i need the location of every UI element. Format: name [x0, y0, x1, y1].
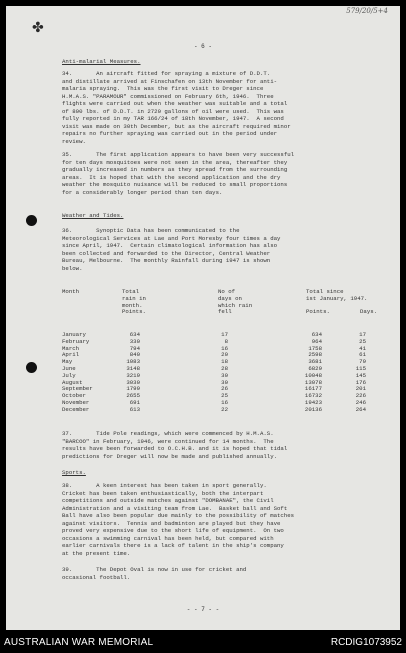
- cell-cumulative-points: 634: [311, 331, 322, 338]
- cell-cumulative-points: 16732: [304, 392, 322, 400]
- cell-rain-days: 25: [221, 392, 228, 400]
- paragraph-34: 34. An aircraft fitted for spraying a mixture of D.D.T. and distillate arrived at Finschafen on 13th November for anti- malaria spraying. This was the first visit to Dreger since H.M.A.S. "PARAMOUR" commissioned on February 6th, 1946. Three flights were carried out when the weather was suitable and a total of 800 lbs. of D.D.T. in 2720 gallons of oil were used. This was fully reported in my TAR 166/24 of 18th November, 1947. A second visit was made on 30th December, but as the aircraft required minor repairs no further spraying was carried out in the period under review.: [62, 70, 291, 145]
- cell-rain-points: 2655: [126, 392, 140, 400]
- cell-cumulative-days: 176: [355, 378, 366, 386]
- cell-cumulative-days: 41: [359, 344, 366, 352]
- archive-footer: [0, 630, 406, 653]
- cell-cumulative-points: 2598: [308, 351, 322, 359]
- footer-record-id: RCDIG1073952: [330, 637, 402, 648]
- cell-rain-days: 16: [221, 344, 228, 352]
- cell-cumulative-days: 246: [355, 399, 366, 406]
- cell-month: September: [62, 385, 93, 393]
- punch-hole: [26, 215, 37, 226]
- cell-month: October: [62, 392, 86, 400]
- footer-institution: AUSTRALIAN WAR MEMORIAL: [4, 637, 154, 648]
- cell-cumulative-days: 201: [355, 385, 366, 393]
- table-header-days-cum: Days.: [360, 308, 378, 315]
- cell-month: July: [62, 371, 76, 379]
- cell-cumulative-points: 16177: [304, 385, 322, 393]
- document-page: [6, 6, 400, 630]
- cell-rain-points: 794: [129, 344, 140, 352]
- cell-rain-points: 634: [129, 331, 140, 338]
- section-heading-weather: Weather and Tides.: [62, 212, 124, 219]
- cell-rain-days: 16: [221, 399, 228, 406]
- cell-cumulative-days: 17: [359, 331, 366, 338]
- cell-month: February: [62, 337, 90, 345]
- cell-rain-points: 3148: [126, 365, 140, 372]
- cell-rain-days: 28: [221, 365, 228, 372]
- cell-rain-points: 613: [129, 405, 140, 413]
- cell-month: March: [62, 344, 80, 352]
- cell-cumulative-days: 226: [355, 392, 366, 400]
- handwritten-mark: ✤: [32, 20, 44, 36]
- cell-month: December: [62, 405, 90, 413]
- cell-cumulative-points: 19423: [304, 399, 322, 406]
- punch-hole: [26, 362, 37, 373]
- cell-rain-days: 17: [221, 331, 228, 338]
- cell-cumulative-days: 264: [355, 405, 366, 413]
- cell-cumulative-points: 6829: [308, 365, 322, 372]
- cell-rain-days: 8: [224, 337, 228, 345]
- cell-month: June: [62, 365, 76, 372]
- cell-rain-points: 1083: [126, 358, 140, 366]
- cell-rain-days: 26: [221, 385, 228, 393]
- paragraph-39: 39. The Depot Oval is now in use for cricket and occasional football.: [62, 566, 247, 581]
- paragraph-37: 37. Tide Pole readings, which were commenced by H.M.A.S. "BARCOO" in February, 1946, were continued for 14 months. The results have been forwarded to O.C.H.B. and it is hoped that tidal predictions for Dreger will now be made and published annually.: [62, 430, 288, 460]
- reference-number: 579/20/5+4: [346, 7, 388, 15]
- paragraph-35: 35. The first application appears to have been very successful for ten days mosquitoes were not seen in the area, thereafter they gradually increased in numbers as they spread from the surrounding areas. It is hoped that with the second application and the dry weather the mosquito nuisance will be reduced to small proportions for a considerably longer period than ten days.: [62, 151, 295, 196]
- cell-cumulative-points: 13078: [304, 378, 322, 386]
- cell-rain-points: 691: [129, 399, 140, 406]
- cell-rain-days: 20: [221, 351, 228, 359]
- section-heading-sports: Sports.: [62, 469, 86, 476]
- cell-rain-days: 30: [221, 371, 228, 379]
- cell-month: April: [62, 351, 80, 359]
- paragraph-38: 38. A keen interest has been taken in sport generally. Cricket has been taken enthusiastically, both the interpart competitions and outside matches against "DOMBANAE", the Civil Administration and a visiting team from Lae. Basket ball and Soft Ball have also been popular due mainly to the possibility of matches against visitors. Tennis and badminton are played but they have proved very expensive due to the short life of equipment. On two occasions a swimming carnival has been held, but compared with earlier carnivals there is a lack of talent in the ship's company at the present time.: [62, 482, 295, 557]
- cell-month: August: [62, 378, 83, 386]
- table-header-month: Month: [62, 288, 80, 295]
- table-header-points: Points.: [306, 308, 330, 315]
- page-number: - 6 -: [193, 43, 212, 50]
- table-header-days: No of days on which rain fell: [218, 288, 253, 316]
- cell-rain-points: 330: [129, 337, 140, 345]
- continued-marker: - - 7 - -: [186, 606, 220, 613]
- cell-cumulative-points: 10048: [304, 371, 322, 379]
- cell-cumulative-points: 1758: [308, 344, 322, 352]
- cell-cumulative-days: 145: [355, 371, 366, 379]
- cell-rain-points: 3030: [126, 378, 140, 386]
- table-header-rain: Total rain in month. Points.: [122, 288, 146, 316]
- cell-rain-days: 22: [221, 405, 228, 413]
- paragraph-36: 36. Synoptic Data has been communicated to the Meteorological Services at Lae and Port Moresby four times a day since April, 1947. Certain climatological information has also been collected and forwarded to the Director, Central Weather Bureau, Melbourne. The monthly Rainfall during 1947 is shown below.: [62, 227, 281, 272]
- cell-cumulative-days: 61: [359, 351, 366, 359]
- cell-cumulative-days: 25: [359, 337, 366, 345]
- cell-month: May: [62, 358, 73, 366]
- table-header-total: Total since 1st January, 1947.: [306, 288, 368, 302]
- cell-month: November: [62, 399, 90, 406]
- cell-cumulative-days: 79: [359, 358, 366, 366]
- section-heading-antimalarial: Anti-malarial Measures.: [62, 58, 141, 65]
- cell-cumulative-days: 115: [355, 365, 366, 372]
- cell-rain-points: 840: [129, 351, 140, 359]
- cell-rain-points: 3219: [126, 371, 140, 379]
- cell-cumulative-points: 964: [311, 337, 322, 345]
- cell-cumulative-points: 3681: [308, 358, 322, 366]
- cell-month: January: [62, 331, 86, 338]
- cell-rain-days: 30: [221, 378, 228, 386]
- cell-cumulative-points: 20136: [304, 405, 322, 413]
- cell-rain-points: 1799: [126, 385, 140, 393]
- cell-rain-days: 18: [221, 358, 228, 366]
